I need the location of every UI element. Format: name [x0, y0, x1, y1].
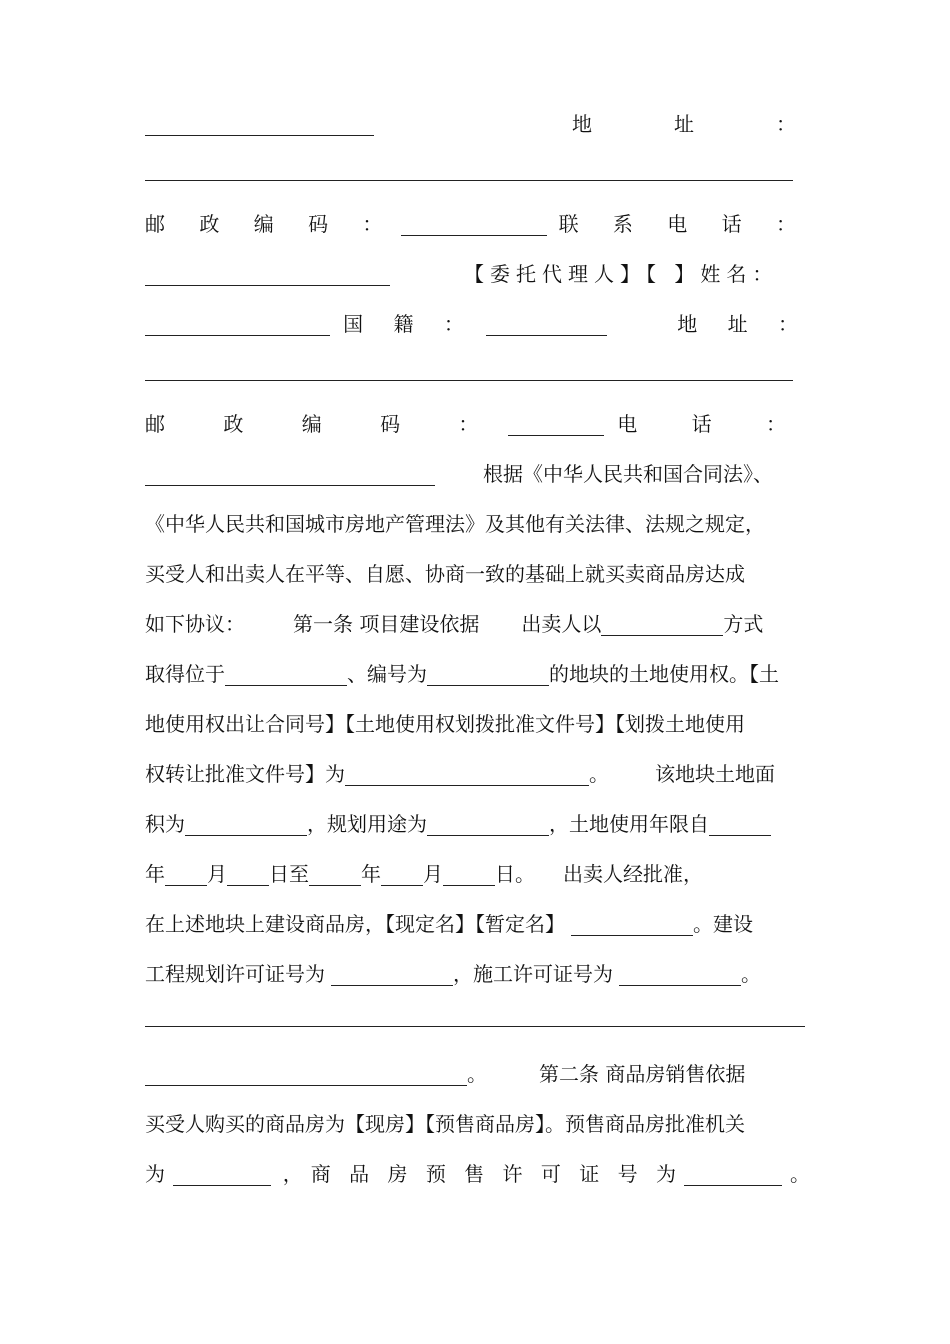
text: 。建设: [693, 912, 753, 936]
phone-label: 联 系 电 话 ：: [558, 212, 810, 236]
nationality-field[interactable]: [486, 317, 608, 336]
text: 积为: [145, 812, 185, 836]
blank-field[interactable]: [145, 1067, 467, 1086]
text: 的地块的土地使用权。【土: [549, 662, 779, 686]
blank-field[interactable]: [601, 617, 723, 636]
line-article-2: [145, 1050, 810, 1086]
text: 年: [361, 862, 381, 886]
text: 在上述地块上建设商品房，【现定名】【暂定名】: [145, 912, 565, 936]
blank-field[interactable]: [427, 817, 549, 836]
blank-field[interactable]: [165, 867, 207, 886]
text: 根据《中华人民共和国合同法》、: [483, 462, 773, 486]
line-text: [145, 650, 810, 686]
text: 日至: [269, 862, 309, 886]
text: 地使用权出让合同号】【土地使用权划拨批准文件号】【划拨土地使用: [145, 712, 745, 736]
line-text: [145, 1100, 810, 1136]
text: 取得位于: [145, 662, 225, 686]
blank-field[interactable]: [227, 867, 269, 886]
phone-field[interactable]: [145, 267, 390, 286]
planning-permit-field[interactable]: [331, 967, 453, 986]
text: 月: [423, 862, 443, 886]
blank-field[interactable]: [443, 867, 495, 886]
blank-field[interactable]: [709, 817, 771, 836]
blank-field[interactable]: [309, 867, 361, 886]
text: 日。: [495, 862, 535, 886]
line-presale: [145, 1150, 810, 1186]
nationality-label: 国 籍 ：: [343, 312, 476, 336]
text: 权转让批准文件号】为: [145, 762, 345, 786]
blank-field[interactable]: [185, 817, 307, 836]
agent-name-label: 【委托代理人】【 】姓名：: [464, 262, 779, 286]
blank-rule[interactable]: [145, 180, 793, 181]
text: 。: [467, 1062, 487, 1086]
text: 年: [145, 862, 165, 886]
text: 。: [741, 962, 761, 986]
text: 工程规划许可证号为: [145, 962, 325, 986]
text: 、编号为: [347, 662, 427, 686]
text: ，规划用途为: [307, 812, 427, 836]
postcode-label-2: 邮 政 编 码 ：: [145, 412, 505, 436]
text: 商 品 房 预 售 许 可 证 号 为: [310, 1162, 682, 1186]
line-nationality: [145, 300, 810, 336]
text: ，施工许可证号为: [453, 962, 613, 986]
phone-field-2[interactable]: [145, 467, 435, 486]
line-postcode-phone-2: [145, 400, 810, 436]
construction-permit-field[interactable]: [619, 967, 741, 986]
text: ，土地使用年限自: [549, 812, 709, 836]
text: ，: [282, 1162, 303, 1186]
text: 月: [207, 862, 227, 886]
blank-rule[interactable]: [145, 1026, 805, 1027]
line-text: [145, 550, 810, 586]
line-text: [145, 900, 810, 936]
article-heading: 第一条 项目建设依据: [293, 612, 480, 636]
text: 。: [589, 762, 609, 786]
blank-field[interactable]: [225, 667, 347, 686]
article-heading: 第二条 商品房销售依据: [539, 1062, 746, 1086]
line-dates: [145, 850, 810, 886]
agent-address-label: 地 址 ：: [677, 312, 810, 336]
phone-label-2: 电 话 ：: [617, 412, 811, 436]
line-text: [145, 750, 810, 786]
text: 买受人购买的商品房为【现房】【预售商品房】。预售商品房批准机关: [145, 1112, 745, 1136]
text: 方式: [723, 612, 764, 636]
line-address-1: [145, 100, 810, 136]
project-name-field[interactable]: [571, 917, 693, 936]
text: 为: [145, 1162, 165, 1186]
postcode-label: 邮 政 编 码 ：: [145, 212, 397, 236]
line-article-1: [145, 600, 810, 636]
text: 买受人和出卖人在平等、自愿、协商一致的基础上就买卖商品房达成: [145, 562, 745, 586]
approval-authority-field[interactable]: [173, 1167, 271, 1186]
line-text: [145, 500, 810, 536]
line-basis: [145, 450, 810, 486]
text: 《中华人民共和国城市房地产管理法》及其他有关法律、法规之规定，: [145, 512, 765, 536]
line-text: [145, 700, 810, 736]
line-agent: [145, 250, 810, 286]
text: 该地块土地面: [655, 762, 775, 786]
line-text: [145, 800, 810, 836]
agent-name-field[interactable]: [145, 317, 330, 336]
presale-permit-field[interactable]: [684, 1167, 782, 1186]
blank-rule[interactable]: [145, 380, 793, 381]
text: 出卖人以: [521, 612, 602, 636]
postcode-field[interactable]: [401, 217, 547, 236]
blank-field[interactable]: [345, 767, 589, 786]
address-label: 地 址 ：: [572, 112, 810, 136]
text: 。: [789, 1162, 810, 1186]
blank-field[interactable]: [381, 867, 423, 886]
line-permits: [145, 950, 810, 986]
postcode-field-2[interactable]: [508, 417, 604, 436]
text: 出卖人经批准，: [563, 862, 703, 886]
line-postcode-phone: [145, 200, 810, 236]
blank-field[interactable]: [427, 667, 549, 686]
text: 如下协议：: [145, 612, 245, 636]
blank-field[interactable]: [145, 117, 374, 136]
